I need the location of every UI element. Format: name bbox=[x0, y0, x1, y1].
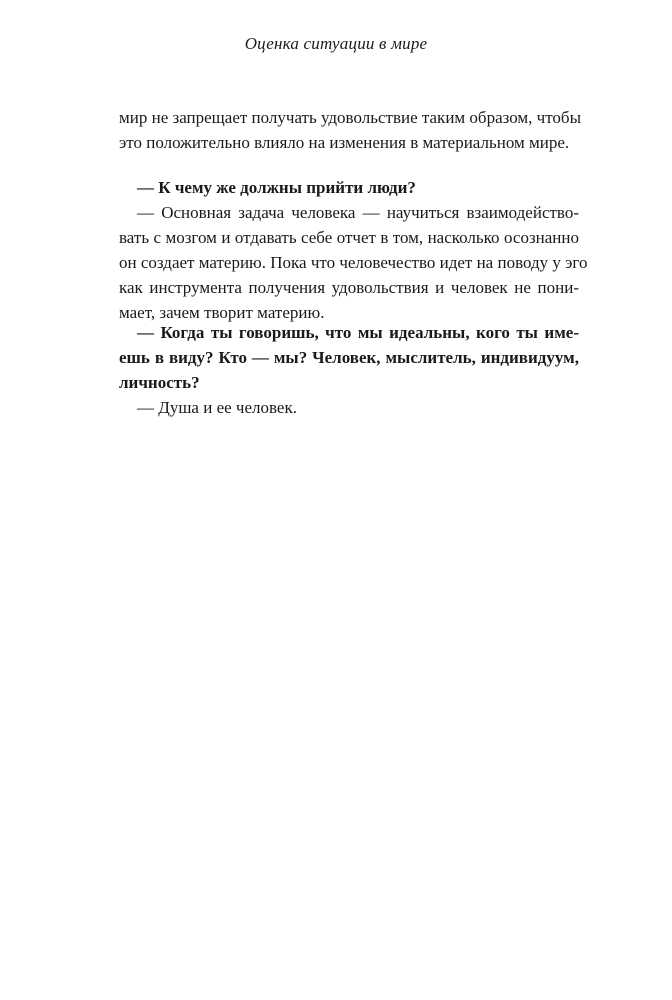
question-line: — Когда ты говоришь, что мы идеальны, кого ты име- bbox=[137, 323, 579, 342]
question-line: ешь в виду? Кто — мы? Человек, мыслитель, индивидуум, bbox=[119, 348, 579, 367]
running-header: Оценка ситуации в мире bbox=[244, 34, 428, 53]
answer-line: он создает материю. Пока что человечество идет на поводу у эго bbox=[119, 253, 588, 272]
answer-line: как инструмента получения удовольствия и человек не пони- bbox=[119, 278, 579, 297]
answer-line: мает, зачем творит материю. bbox=[119, 303, 325, 322]
text-line: это положительно влияло на изменения в материальном мире. bbox=[119, 133, 570, 152]
answer-line: — Основная задача человека — научиться взаимодейство- bbox=[137, 203, 579, 222]
question-line: личность? bbox=[119, 373, 200, 392]
dialogue-block-1 bbox=[119, 175, 588, 325]
answer-line: — Душа и ее человек. bbox=[137, 398, 297, 417]
dialogue-block-2 bbox=[119, 320, 579, 420]
question-line: — К чему же должны прийти люди? bbox=[137, 178, 416, 197]
answer-line: вать с мозгом и отдавать себе отчет в том, насколько осознанно bbox=[119, 228, 579, 247]
text-line: мир не запрещает получать удовольствие таким образом, чтобы bbox=[119, 108, 581, 127]
paragraph-continuation bbox=[119, 105, 579, 155]
